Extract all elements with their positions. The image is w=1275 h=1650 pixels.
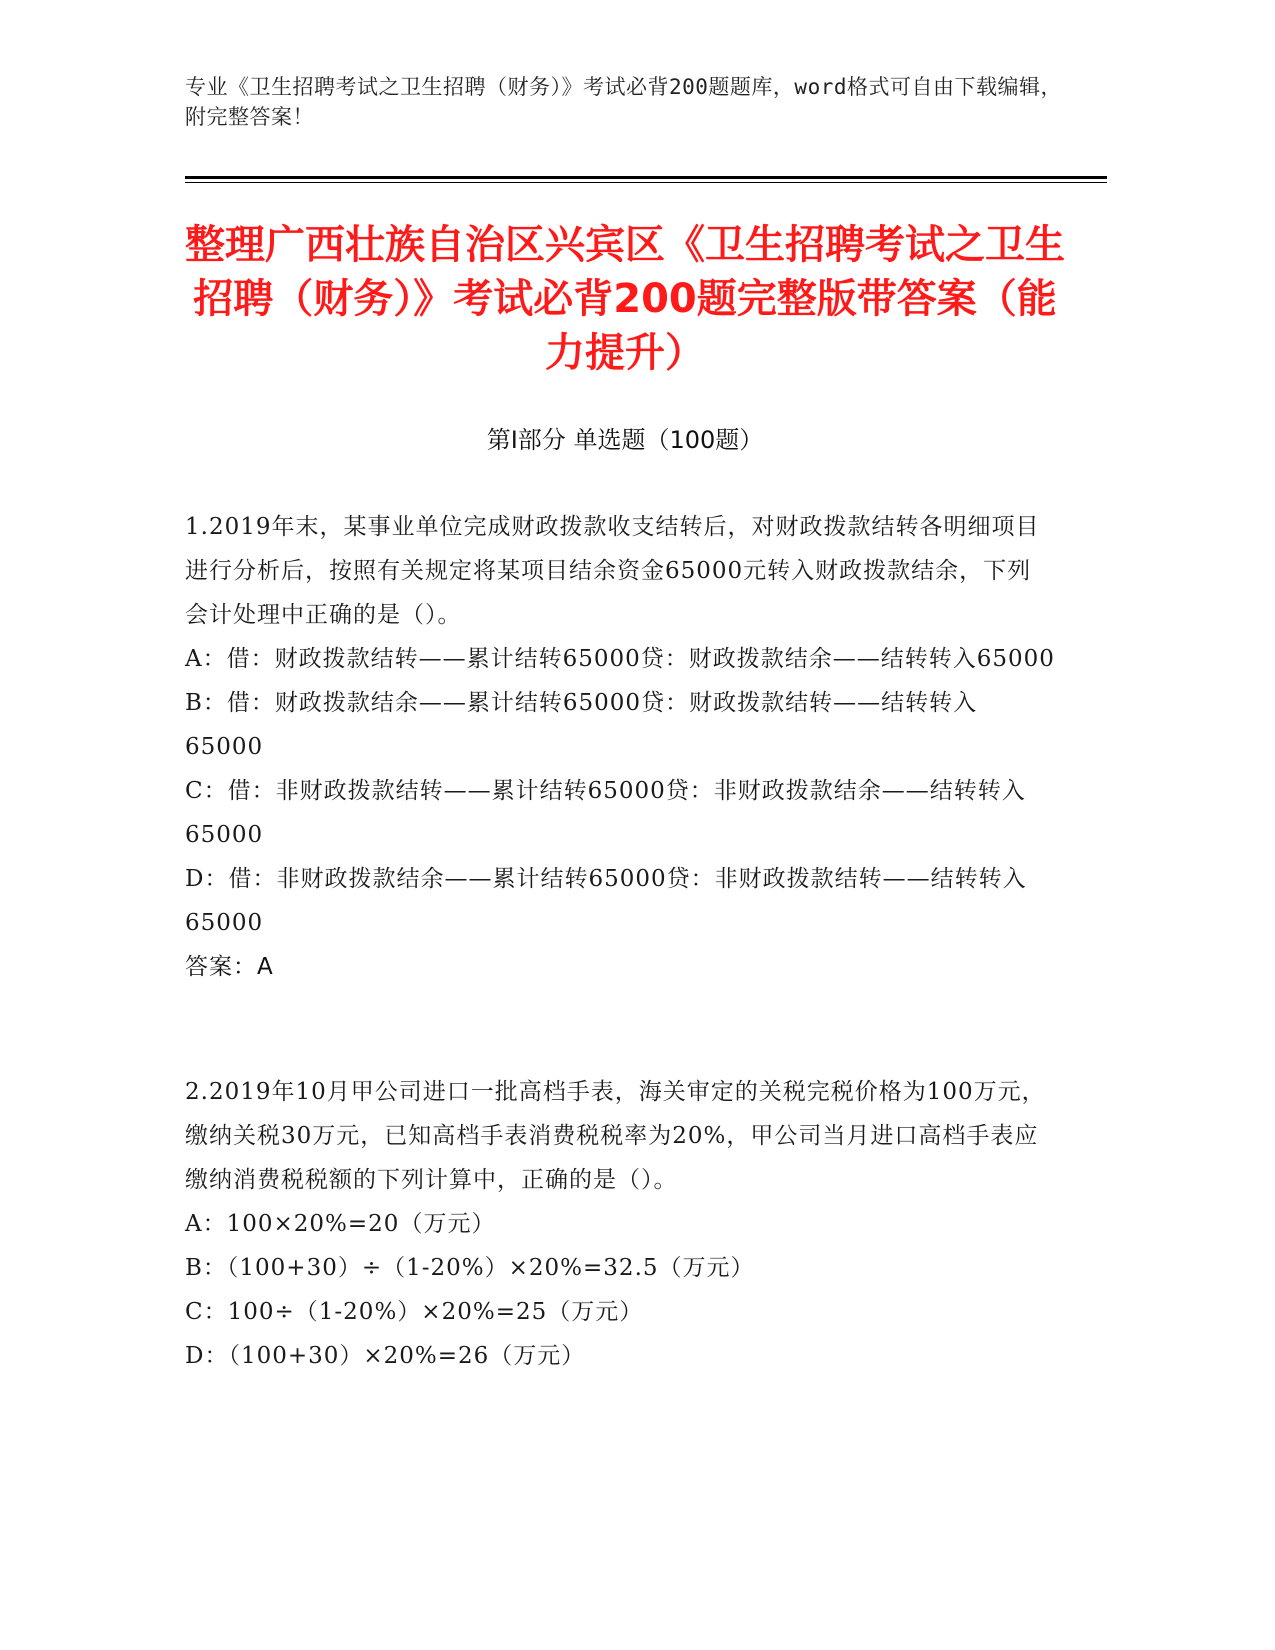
option-b: B：（100+30）÷（1-20%）×20%=32.5（万元） [185,1255,755,1281]
option-d: D：借：非财政拨款结余——累计结转65000贷：非财政拨款结转——结转转入65000 [185,866,1027,936]
option-c: C：100÷（1-20%）×20%=25（万元） [185,1299,644,1325]
question-2 [185,1070,1055,1378]
section-title: 第I部分 单选题（100题） [486,426,764,454]
question-stem: 1.2019年末，某事业单位完成财政拨款收支结转后，对财政拨款结转各明细项目进行分析后，按照有关规定将某项目结余资金65000元转入财政拨款结余，下列会计处理中正确的是（）。 [185,514,1040,628]
option-a: A：借：财政拨款结转——累计结转65000贷：财政拨款结余——结转转入65000 [185,646,1055,672]
question-stem: 2.2019年10月甲公司进口一批高档手表，海关审定的关税完税价格为100万元，缴纳关税30万元，已知高档手表消费税税率为20%，甲公司当月进口高档手表应缴纳消费税税额的下列计算中，正确的是（）。 [185,1079,1046,1193]
option-d: D：（100+30）×20%=26（万元） [185,1343,586,1369]
document-title: 整理广西壮族自治区兴宾区《卫生招聘考试之卫生招聘（财务）》考试必背200题完整版带答案（能力提升） [185,222,1065,376]
question-1 [185,505,1055,989]
header-note: 专业《卫生招聘考试之卫生招聘（财务）》考试必背200题题库，word格式可自由下载编辑，附完整答案！ [185,75,1062,129]
header-divider-thick [185,176,1107,179]
answer-text: 答案：A [185,954,274,980]
option-c: C：借：非财政拨款结转——累计结转65000贷：非财政拨款结余——结转转入65000 [185,778,1026,848]
option-a: A：100×20%=20（万元） [185,1211,496,1237]
option-b: B：借：财政拨款结余——累计结转65000贷：财政拨款结转——结转转入65000 [185,690,978,760]
header-divider-thin [185,182,1107,183]
